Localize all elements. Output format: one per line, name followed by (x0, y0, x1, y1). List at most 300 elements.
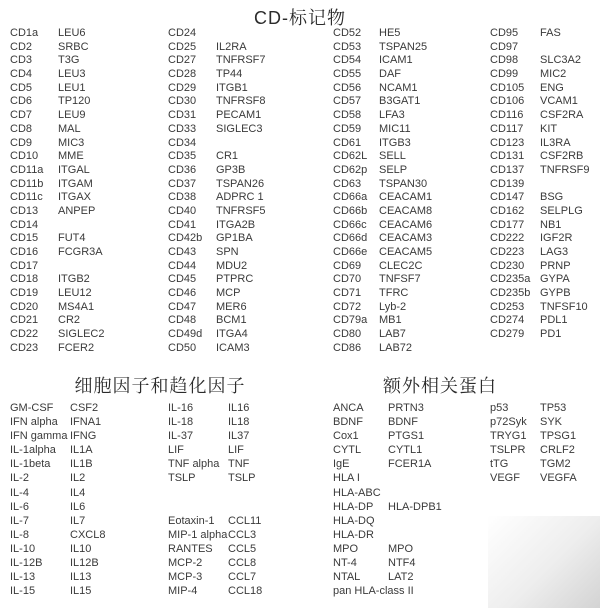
marker-id: CD16 (10, 246, 39, 258)
marker-id: CD131 (490, 150, 525, 163)
marker-row (333, 191, 432, 205)
marker-alias: ICAM1 (379, 54, 413, 67)
marker-id: CD6 (10, 95, 33, 108)
marker-id: CD274 (490, 314, 525, 327)
marker-alias: MS4A1 (58, 300, 95, 313)
protein-name: MPO (333, 542, 359, 555)
protein-alias: TP53 (540, 402, 567, 414)
cytokine-alias: IL15 (70, 585, 92, 598)
marker-alias: MER6 (216, 300, 247, 313)
marker-id: CD46 (168, 287, 197, 300)
marker-id: CD95 (490, 27, 519, 39)
marker-alias: LEU3 (58, 68, 86, 81)
marker-row (10, 27, 104, 41)
marker-alias: IL2RA (216, 40, 247, 53)
marker-row (168, 219, 266, 233)
marker-row (490, 164, 590, 178)
marker-row (333, 287, 432, 301)
marker-row (168, 109, 266, 123)
marker-id: CD11a (10, 163, 44, 176)
cytokine-alias: IL12B (70, 557, 99, 570)
marker-alias: TSPAN26 (216, 177, 265, 190)
marker-row (490, 191, 590, 205)
marker-row (490, 68, 590, 82)
marker-id: CD23 (10, 341, 39, 354)
marker-alias: TSPAN25 (379, 40, 428, 53)
marker-row (168, 178, 266, 192)
cytokines-column-1 (10, 401, 105, 598)
protein-row (490, 457, 577, 471)
protein-name: p72Syk (490, 416, 527, 429)
marker-alias: BCM1 (216, 314, 247, 327)
cytokine-alias: TNF (228, 458, 250, 471)
marker-row (10, 191, 104, 205)
marker-alias: CEACAM8 (379, 204, 433, 217)
marker-row (10, 246, 104, 260)
marker-id: CD36 (168, 163, 197, 176)
marker-row (333, 314, 432, 328)
marker-alias: ITGB1 (216, 81, 248, 94)
protein-name: HLA-DQ (333, 514, 375, 527)
marker-id: CD52 (333, 27, 362, 39)
protein-row (490, 429, 577, 443)
cytokines-column-2 (168, 401, 262, 598)
marker-id: CD123 (490, 136, 525, 149)
marker-row (168, 301, 266, 315)
marker-id: CD30 (168, 95, 197, 108)
marker-row (168, 164, 266, 178)
marker-id: CD47 (168, 300, 197, 313)
marker-alias: HE5 (379, 27, 401, 39)
marker-id: CD162 (490, 204, 525, 217)
protein-row (333, 570, 442, 584)
marker-alias: CEACAM3 (379, 232, 433, 245)
cytokine-name: MIP-4 (168, 585, 198, 598)
marker-alias: FAS (540, 27, 561, 39)
cytokine-alias: CCL8 (228, 557, 257, 570)
cytokine-name: IL-6 (10, 500, 29, 513)
marker-id: CD10 (10, 150, 39, 163)
protein-alias: VEGFA (540, 472, 577, 485)
cytokine-alias: IL4 (70, 486, 86, 499)
marker-id: CD43 (168, 246, 197, 258)
marker-id: CD116 (490, 109, 524, 122)
cytokine-alias: TSLP (228, 472, 256, 485)
marker-row (490, 41, 590, 55)
marker-alias: CSF2RA (540, 109, 584, 122)
marker-id: CD62p (333, 163, 368, 176)
marker-row (490, 178, 590, 192)
marker-alias: T3G (58, 54, 80, 67)
marker-id: CD53 (333, 40, 362, 53)
marker-row (490, 301, 590, 315)
marker-alias: CEACAM6 (379, 218, 433, 231)
cytokine-row (10, 429, 105, 443)
cytokine-name: GM-CSF (10, 402, 54, 414)
marker-row (10, 301, 104, 315)
protein-alias: CYTL1 (388, 444, 423, 457)
marker-row (490, 328, 590, 342)
marker-row (333, 95, 432, 109)
cytokine-row (168, 514, 262, 528)
marker-alias: SPN (216, 246, 239, 258)
marker-alias: ITGAX (58, 191, 92, 204)
protein-name: HLA-DP (333, 500, 374, 513)
protein-row (333, 528, 442, 542)
cytokine-name: IL-2 (10, 472, 29, 485)
marker-alias: GYPB (540, 287, 571, 300)
marker-id: CD80 (333, 328, 362, 341)
cytokine-alias: IL6 (70, 500, 86, 513)
cytokine-alias: CCL11 (228, 514, 262, 527)
marker-alias: ITGA4 (216, 328, 248, 341)
protein-alias: PTGS1 (388, 430, 425, 443)
marker-alias: LEU12 (58, 287, 92, 300)
cytokine-row (10, 401, 105, 415)
protein-name: CYTL (333, 444, 362, 457)
marker-row (333, 109, 432, 123)
marker-id: CD50 (168, 341, 197, 354)
marker-row (10, 273, 104, 287)
marker-alias: ADPRC 1 (216, 191, 264, 204)
protein-name: p53 (490, 402, 509, 414)
cytokine-row (10, 500, 105, 514)
protein-name: BDNF (333, 416, 363, 429)
cytokine-alias: IL7 (70, 514, 86, 527)
cytokine-row (168, 429, 262, 443)
marker-alias: PDL1 (540, 314, 568, 327)
cytokine-name (168, 500, 228, 514)
marker-alias: NB1 (540, 218, 562, 231)
cytokine-name: IL-1beta (10, 458, 51, 471)
marker-row (10, 219, 104, 233)
marker-row (490, 109, 590, 123)
protein-name: TSLPR (490, 444, 526, 457)
cytokine-row (168, 542, 262, 556)
marker-row (333, 232, 432, 246)
marker-id: CD98 (490, 54, 519, 67)
marker-alias: MIC2 (540, 68, 567, 81)
marker-id: CD66b (333, 204, 368, 217)
marker-alias: LFA3 (379, 109, 405, 122)
protein-row (333, 556, 442, 570)
protein-alias: SYK (540, 416, 563, 429)
protein-name: Cox1 (333, 430, 359, 443)
protein-alias: FCER1A (388, 458, 432, 471)
cytokine-name: IL-7 (10, 514, 29, 527)
marker-id: CD105 (490, 81, 525, 94)
marker-alias: Lyb-2 (379, 300, 407, 313)
marker-row (490, 150, 590, 164)
marker-row (333, 150, 432, 164)
marker-row (333, 68, 432, 82)
cytokine-alias: IL16 (228, 402, 250, 414)
marker-alias: ITGAM (58, 177, 93, 190)
marker-alias: MAL (58, 122, 81, 135)
marker-alias: ITGB3 (379, 136, 411, 149)
marker-id: CD18 (10, 273, 39, 286)
marker-id: CD66c (333, 218, 367, 231)
marker-row (10, 123, 104, 137)
marker-row (333, 273, 432, 287)
marker-alias: ITGA2B (216, 218, 256, 231)
protein-name: ANCA (333, 402, 364, 414)
marker-alias: TFRC (379, 287, 409, 300)
marker-id: CD20 (10, 300, 39, 313)
cytokine-row (10, 556, 105, 570)
marker-row (490, 205, 590, 219)
protein-alias: BDNF (388, 416, 418, 429)
marker-alias: GYPA (540, 273, 570, 286)
marker-id: CD86 (333, 341, 362, 354)
marker-row (10, 41, 104, 55)
marker-row (490, 54, 590, 68)
marker-id: CD41 (168, 218, 197, 231)
marker-row (333, 260, 432, 274)
marker-id: CD1a (10, 27, 39, 39)
cytokine-alias: CCL5 (228, 542, 257, 555)
marker-row (333, 27, 432, 41)
marker-alias: TNFRSF7 (216, 54, 266, 67)
protein-row (333, 486, 442, 500)
marker-id: CD38 (168, 191, 197, 204)
marker-id: CD45 (168, 273, 197, 286)
marker-id: CD62L (333, 150, 368, 163)
cytokine-name: IL-8 (10, 528, 29, 541)
marker-row (168, 342, 266, 356)
marker-row (168, 68, 266, 82)
marker-row (10, 328, 104, 342)
marker-id: CD177 (490, 218, 525, 231)
extra-proteins-column-2 (490, 401, 577, 486)
marker-alias: TP44 (216, 68, 243, 81)
cytokine-name: IL-13 (10, 571, 36, 584)
protein-row (490, 401, 577, 415)
marker-row (168, 137, 266, 151)
protein-row (490, 471, 577, 485)
marker-alias: BSG (540, 191, 564, 204)
marker-id: CD70 (333, 273, 362, 286)
marker-alias: NCAM1 (379, 81, 418, 94)
marker-row (333, 205, 432, 219)
marker-alias: FCER2 (58, 341, 95, 354)
cd-markers-column-4 (490, 27, 590, 342)
protein-row (333, 401, 442, 415)
marker-id: CD17 (10, 259, 39, 272)
marker-id: CD29 (168, 81, 197, 94)
marker-row (490, 232, 590, 246)
marker-row (168, 205, 266, 219)
cytokine-row (10, 457, 105, 471)
marker-row (10, 178, 104, 192)
cytokine-name: LIF (168, 444, 184, 457)
marker-alias: CR2 (58, 314, 81, 327)
marker-id: CD54 (333, 54, 362, 67)
marker-id: CD137 (490, 163, 525, 176)
marker-alias: MDU2 (216, 259, 248, 272)
marker-id: CD15 (10, 232, 39, 245)
marker-id: CD49d (168, 328, 203, 341)
marker-id: CD34 (168, 136, 197, 149)
marker-id: CD5 (10, 81, 33, 94)
marker-id: CD25 (168, 40, 197, 53)
cytokine-row (10, 443, 105, 457)
marker-id: CD21 (10, 314, 39, 327)
marker-row (168, 191, 266, 205)
marker-alias: ANPEP (58, 204, 96, 217)
cytokine-alias: CSF2 (70, 402, 99, 414)
marker-row (168, 27, 266, 41)
protein-name: pan HLA-class II (333, 585, 414, 598)
marker-alias: CEACAM1 (379, 191, 433, 204)
marker-row (333, 219, 432, 233)
cytokine-name: IL-10 (10, 542, 36, 555)
cytokine-row (168, 528, 262, 542)
marker-row (333, 82, 432, 96)
marker-alias: FCGR3A (58, 246, 103, 258)
marker-id: CD35 (168, 150, 197, 163)
marker-row (333, 137, 432, 151)
cytokine-row (10, 542, 105, 556)
cytokines-section-title: 细胞因子和趋化因子 (74, 376, 246, 396)
marker-id: CD28 (168, 68, 197, 81)
protein-alias: HLA-DPB1 (388, 500, 442, 513)
marker-alias: MB1 (379, 314, 402, 327)
marker-alias: SIGLEC3 (216, 122, 263, 135)
marker-id: CD7 (10, 109, 33, 122)
marker-alias: TNFRSF9 (540, 163, 590, 176)
cytokine-row (10, 528, 105, 542)
cytokine-row (10, 471, 105, 485)
marker-id: CD14 (10, 218, 39, 231)
cytokine-row (168, 443, 262, 457)
marker-id: CD66d (333, 232, 368, 245)
protein-row (333, 471, 442, 485)
marker-alias: LAB72 (379, 341, 413, 354)
marker-id: CD139 (490, 177, 525, 190)
marker-alias: LEU6 (58, 27, 86, 39)
marker-row (10, 82, 104, 96)
marker-row (10, 287, 104, 301)
marker-id: CD19 (10, 287, 39, 300)
marker-row (333, 328, 432, 342)
marker-alias: B3GAT1 (379, 95, 421, 108)
marker-row (10, 232, 104, 246)
protein-row (333, 542, 442, 556)
marker-alias: LEU9 (58, 109, 86, 122)
cytokine-name: MCP-2 (168, 557, 203, 570)
cytokine-name: IL-15 (10, 585, 36, 598)
marker-alias: DAF (379, 68, 401, 81)
cytokine-alias: IL1A (70, 444, 93, 457)
cytokine-alias: IL18 (228, 416, 250, 429)
marker-id: CD230 (490, 259, 525, 272)
marker-row (10, 205, 104, 219)
marker-alias: ICAM3 (216, 341, 250, 354)
cytokine-row (168, 556, 262, 570)
marker-alias: LAG3 (540, 246, 569, 258)
cytokine-row (168, 486, 262, 500)
marker-alias: IGF2R (540, 232, 573, 245)
marker-row (333, 301, 432, 315)
marker-id: CD56 (333, 81, 362, 94)
marker-alias: VCAM1 (540, 95, 578, 108)
marker-alias: LAB7 (379, 328, 406, 341)
marker-id: CD27 (168, 54, 197, 67)
marker-row (10, 54, 104, 68)
marker-id: CD8 (10, 122, 33, 135)
cd-markers-column-2 (168, 27, 266, 356)
marker-id: CD253 (490, 300, 525, 313)
protein-alias: PRTN3 (388, 402, 424, 414)
marker-row (10, 137, 104, 151)
cd-markers-section-title: CD-标记物 (254, 8, 346, 28)
cytokine-row (168, 457, 262, 471)
protein-name: IgE (333, 458, 350, 471)
cytokine-alias: IL2 (70, 472, 86, 485)
protein-row (490, 443, 577, 457)
marker-row (10, 342, 104, 356)
marker-row (168, 82, 266, 96)
protein-alias: TPSG1 (540, 430, 577, 443)
protein-name: VEGF (490, 472, 520, 485)
marker-id: CD24 (168, 27, 197, 39)
marker-row (490, 137, 590, 151)
cytokine-alias: LIF (228, 444, 244, 457)
marker-id: CD117 (490, 122, 524, 135)
protein-row (490, 415, 577, 429)
protein-alias: TGM2 (540, 458, 571, 471)
marker-alias: GP1BA (216, 232, 253, 245)
marker-id: CD2 (10, 40, 33, 53)
corner-shading-artifact (488, 516, 600, 608)
marker-id: CD55 (333, 68, 362, 81)
protein-row (333, 500, 442, 514)
cytokine-name: IL-16 (168, 402, 194, 414)
cytokine-row (10, 415, 105, 429)
protein-row (333, 429, 442, 443)
cytokine-name: IL-4 (10, 486, 29, 499)
marker-row (490, 219, 590, 233)
marker-alias: CR1 (216, 150, 239, 163)
marker-alias: MCP (216, 287, 241, 300)
marker-alias: FUT4 (58, 232, 86, 245)
marker-alias: IL3RA (540, 136, 571, 149)
cytokine-row (168, 401, 262, 415)
marker-id: CD79a (333, 314, 368, 327)
marker-id: CD37 (168, 177, 197, 190)
marker-alias: SELP (379, 163, 408, 176)
marker-id: CD99 (490, 68, 519, 81)
marker-row (168, 273, 266, 287)
marker-alias: TNFSF7 (379, 273, 421, 286)
marker-alias: MME (58, 150, 84, 163)
protein-alias: LAT2 (388, 571, 414, 584)
marker-id: CD58 (333, 109, 362, 122)
marker-alias: GP3B (216, 163, 246, 176)
marker-row (168, 41, 266, 55)
marker-alias: CEACAM5 (379, 246, 433, 258)
marker-row (333, 178, 432, 192)
cytokine-row (10, 514, 105, 528)
cytokine-row (168, 471, 262, 485)
marker-alias: PRNP (540, 259, 571, 272)
cytokine-alias: IL1B (70, 458, 93, 471)
marker-id: CD61 (333, 136, 362, 149)
marker-alias: TNFRSF8 (216, 95, 266, 108)
marker-row (10, 314, 104, 328)
marker-alias: ENG (540, 81, 564, 94)
